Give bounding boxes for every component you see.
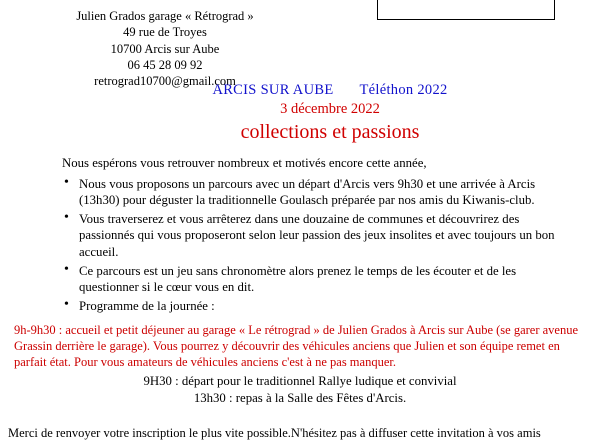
list-item: • Nous vous proposons un parcours avec un départ d'Arcis vers 9h30 et une arrivée à Arcis (13h30) pour déguster la traditionnelle Goulasch préparée par nos amis du Kiwanis-club.	[62, 176, 574, 209]
event-title-line	[120, 82, 540, 99]
event-date: 3 décembre 2022	[280, 101, 380, 117]
list-item: • Vous traverserez et vous arrêterez dans une douzaine de communes et découvrirez des passionnés qui vous proposeront selon leur passion des jeux insolites et avec toujours un bon accueil.	[62, 211, 574, 261]
sender-email: retrograd10700@gmail.com	[94, 74, 236, 89]
schedule-line-departure: 9H30 : départ pour le traditionnel Rallye ludique et convivial	[143, 374, 457, 388]
sender-phone: 06 45 28 09 92	[127, 57, 203, 72]
event-header	[120, 82, 540, 144]
sender-block	[0, 8, 330, 89]
schedule-block	[0, 373, 600, 407]
event-city: ARCIS SUR AUBE	[212, 82, 334, 98]
list-item: • Programme de la journée :	[62, 298, 574, 315]
schedule-line-meal: 13h30 : repas à la Salle des Fêtes d'Arcis.	[193, 391, 407, 405]
event-theme: collections et passions	[240, 121, 420, 143]
list-item: • Ce parcours est un jeu sans chronomètre alors prenez le temps de les écouter et de les questionner si le cœur vous en dit.	[62, 263, 574, 296]
empty-framed-box	[377, 0, 555, 20]
bullet-list	[0, 176, 600, 315]
sender-line-2: 49 rue de Troyes	[123, 25, 207, 40]
footer-note: Merci de renvoyer votre inscription le plus vite possible.N'hésitez pas à diffuser cette invitation à vos amis	[8, 426, 541, 440]
accueil-note: 9h-9h30 : accueil et petit déjeuner au garage « Le rétrograd » de Julien Grados à Arcis sur Aube (se garer avenue Grassin derrière le garage). Vous pourrez y découvrir des véhicules anciens que Julien et son équipe remet en parfait état. Pour vous amateurs de véhicules anciens c'est à ne pas manquer.	[14, 323, 579, 370]
intro-paragraph: Nous espérons vous retrouver nombreux et motivés encore cette année,	[62, 156, 427, 170]
sender-line-3: 10700 Arcis sur Aube	[110, 41, 220, 56]
sender-line-1: Julien Grados garage « Rétrograd »	[76, 9, 254, 23]
body-content	[0, 155, 600, 316]
event-edition: Téléthon 2022	[359, 82, 448, 98]
